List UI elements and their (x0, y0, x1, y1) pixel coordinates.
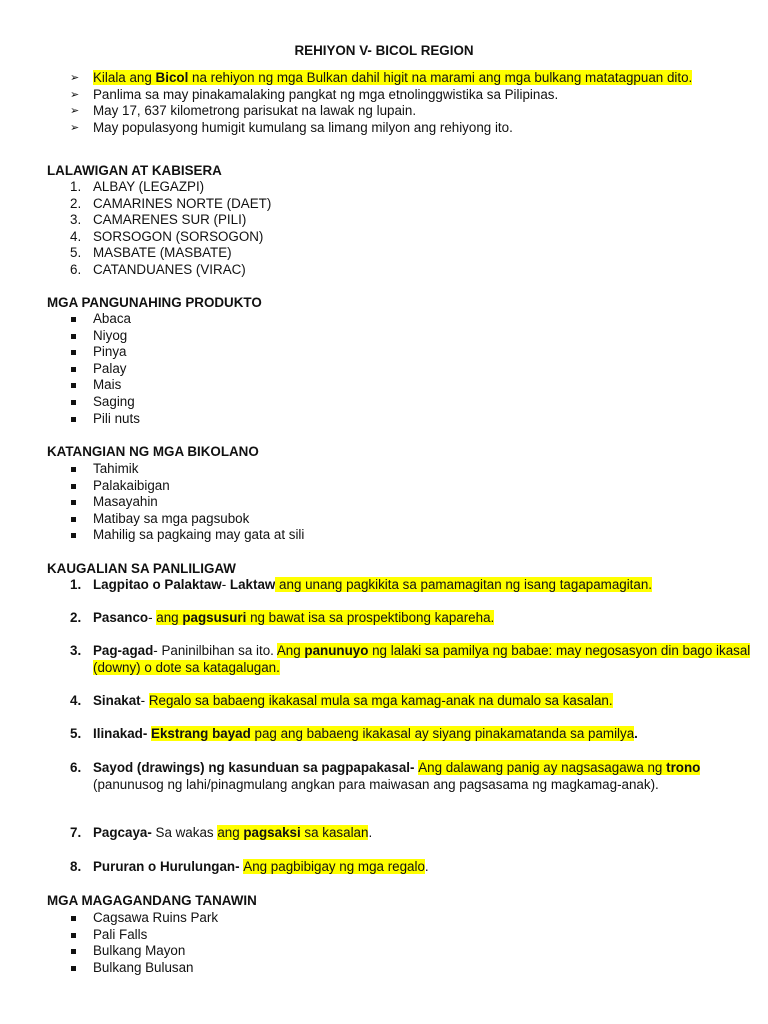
product-item (70, 377, 470, 394)
sight-item-label: Cagsawa Ruins Park (93, 910, 219, 925)
square-bullet-icon (71, 533, 76, 538)
item-number: 5. (70, 245, 82, 260)
text-run: trono (666, 760, 701, 775)
product-item-label: Palay (93, 360, 127, 376)
product-item-label: Saging (93, 393, 135, 409)
text-run: Lagpitao o Palaktaw (93, 577, 222, 592)
arrow-bullet-icon: ➢ (70, 72, 80, 84)
courtship-text (93, 643, 750, 675)
product-item-label: Pinya (93, 344, 127, 360)
text-run: Sinakat (93, 693, 141, 708)
intro-text (93, 87, 558, 102)
sight-item-label: Pali Falls (93, 926, 148, 942)
courtship-item (70, 693, 753, 710)
text-run: ng bawat isa sa prospektibong kapareha. (246, 610, 495, 625)
product-item-label: Abaca (93, 311, 131, 326)
item-number: 6. (70, 760, 82, 775)
text-run: Pasanco (93, 610, 149, 625)
item-number: 7. (70, 825, 82, 840)
item-number: 3. (70, 212, 82, 227)
text-run: Ang dalawang panig ay nagsasagawa ng (418, 760, 667, 775)
text-run: Ang pagbibigay ng mga regalo (243, 859, 425, 874)
text-run: Regalo sa babaeng ikakasal mula sa mga kamag-anak na dumalo sa kasalan. (148, 693, 613, 708)
square-bullet-icon (71, 317, 76, 322)
square-bullet-icon (71, 916, 76, 921)
text-run: ang (217, 825, 244, 840)
sight-item (70, 927, 470, 944)
intro-item (70, 120, 730, 137)
traits-list (70, 461, 470, 544)
courtship-text (93, 610, 494, 625)
text-run: na rehiyon ng mga Bulkan dahil higit na marami ang mga bulkang matatagpuan dito. (188, 70, 693, 85)
province-label: SORSOGON (SORSOGON) (93, 228, 264, 244)
arrow-bullet-icon: ➢ (70, 121, 80, 134)
text-run: . (424, 859, 429, 874)
text-run: ang (156, 610, 183, 625)
sights-list (70, 910, 470, 976)
product-item (70, 394, 470, 411)
product-item (70, 361, 470, 378)
province-item (70, 245, 570, 262)
products-list (70, 311, 470, 427)
square-bullet-icon (71, 383, 76, 388)
sights-heading: MGA MAGAGANDANG TANAWIN (47, 893, 257, 908)
province-label: CATANDUANES (VIRAC) (93, 261, 246, 277)
provinces-list (70, 179, 570, 278)
intro-item (70, 87, 730, 104)
item-number: 1. (70, 577, 82, 592)
province-item (70, 196, 570, 213)
traits-heading: KATANGIAN NG MGA BIKOLANO (47, 444, 259, 459)
item-number: 2. (70, 610, 82, 625)
text-run: pagsaksi (243, 825, 301, 840)
product-item (70, 344, 470, 361)
text-run: ang unang pagkikita sa pamamagitan ng isang tagapamagitan. (275, 577, 653, 592)
product-item (70, 328, 470, 345)
text-run: - (221, 577, 230, 592)
text-run: Ekstrang bayad (151, 726, 251, 741)
sight-item (70, 910, 470, 927)
text-run: Pagcaya- (93, 825, 152, 840)
product-item (70, 311, 470, 328)
trait-item-label: Mahilig sa pagkaing may gata at sili (93, 527, 305, 543)
square-bullet-icon (71, 517, 76, 522)
text-run: Pag-agad (93, 643, 154, 658)
square-bullet-icon (71, 500, 76, 505)
text-run: Panlima sa may pinakamalaking pangkat ng mga etnolinggwistika sa Pilipinas. (93, 86, 559, 102)
trait-item (70, 478, 470, 495)
text-run: Sa wakas (151, 825, 218, 840)
trait-item-label: Palakaibigan (93, 477, 170, 493)
text-run: pag ang babaeng ikakasal ay siyang pinakamatanda sa pamilya (250, 726, 635, 741)
province-label: ALBAY (LEGAZPI) (93, 179, 205, 194)
text-run: panunuyo (304, 643, 369, 658)
text-run: Sayod (drawings) ng kasunduan sa pagpapakasal- (93, 760, 419, 775)
product-item (70, 411, 470, 428)
province-label: CAMARINES NORTE (DAET) (93, 195, 272, 211)
courtship-text (93, 859, 429, 874)
courtship-item (70, 643, 753, 676)
courtship-text (93, 693, 613, 708)
text-run: Bicol (155, 70, 189, 85)
square-bullet-icon (71, 484, 76, 489)
item-number: 3. (70, 643, 82, 658)
courtship-heading: KAUGALIAN SA PANLILIGAW (47, 561, 236, 576)
province-item (70, 179, 570, 196)
province-label: CAMARENES SUR (PILI) (93, 212, 247, 227)
square-bullet-icon (71, 933, 76, 938)
page-title: REHIYON V- BICOL REGION (294, 43, 474, 58)
text-run: Ilinakad- (93, 726, 152, 741)
courtship-text (93, 726, 638, 741)
trait-item-label: Masayahin (93, 494, 158, 510)
item-number: 4. (70, 228, 82, 244)
square-bullet-icon (71, 367, 76, 372)
sight-item (70, 960, 470, 977)
square-bullet-icon (71, 949, 76, 954)
square-bullet-icon (71, 400, 76, 405)
intro-list (70, 70, 730, 136)
square-bullet-icon (71, 334, 76, 339)
text-run: Kilala ang (93, 70, 156, 85)
trait-item (70, 527, 470, 544)
trait-item (70, 494, 470, 511)
square-bullet-icon (71, 467, 76, 472)
text-run: - (148, 610, 157, 625)
intro-item (70, 70, 730, 87)
trait-item-label: Tahimik (93, 461, 139, 476)
text-run: - Paninilbihan sa ito. (153, 643, 277, 658)
courtship-item (70, 610, 753, 627)
courtship-text (93, 825, 372, 840)
text-run: . (634, 726, 638, 741)
item-number: 6. (70, 261, 82, 277)
item-number: 5. (70, 726, 82, 741)
province-label: MASBATE (MASBATE) (93, 245, 232, 260)
item-number: 1. (70, 179, 82, 194)
sight-item-label: Bulkang Mayon (93, 943, 186, 959)
product-item-label: Mais (93, 377, 122, 393)
text-run: ng lalaki sa pamilya ng babae: may negosasyon din bago ikasal (downy) o dote sa katagalugan. (93, 643, 751, 675)
courtship-item (70, 577, 753, 594)
trait-item (70, 461, 470, 478)
courtship-text (93, 577, 652, 592)
text-run: pagsusuri (182, 610, 247, 625)
text-run: sa kasalan (300, 825, 369, 840)
text-run: (panunusog ng lahi/pinagmulang angkan para maiwasan ang pagsasama ng magkamag-anak). (93, 776, 659, 792)
intro-text (93, 103, 416, 118)
courtship-item (70, 859, 753, 876)
trait-item-label: Matibay sa mga pagsubok (93, 510, 250, 526)
courtship-item (70, 726, 753, 743)
intro-text (93, 120, 513, 135)
sight-item (70, 943, 470, 960)
product-item-label: Pili nuts (93, 410, 140, 426)
provinces-heading: LALAWIGAN AT KABISERA (47, 163, 222, 178)
arrow-bullet-icon: ➢ (70, 88, 80, 101)
item-number: 4. (70, 693, 82, 708)
text-run: May populasyong humigit kumulang sa limang milyon ang rehiyong ito. (93, 119, 513, 135)
province-item (70, 229, 570, 246)
province-item (70, 262, 570, 279)
sight-item-label: Bulkang Bulusan (93, 959, 194, 975)
square-bullet-icon (71, 350, 76, 355)
courtship-text (93, 760, 700, 792)
intro-item (70, 103, 730, 120)
text-run: - (140, 693, 149, 708)
courtship-item (70, 760, 753, 793)
trait-item (70, 511, 470, 528)
text-run: Pururan o Hurulungan- (93, 859, 244, 874)
item-number: 2. (70, 195, 82, 211)
text-run: Ang (276, 643, 305, 658)
item-number: 8. (70, 859, 82, 874)
intro-text (93, 70, 692, 85)
text-run: May 17, 637 kilometrong parisukat na lawak ng lupain. (93, 103, 417, 118)
province-item (70, 212, 570, 229)
courtship-item (70, 825, 753, 842)
square-bullet-icon (71, 966, 76, 971)
text-run: . (368, 825, 373, 840)
arrow-bullet-icon: ➢ (70, 105, 80, 117)
text-run: Laktaw (229, 577, 276, 592)
product-item-label: Niyog (93, 327, 128, 343)
products-heading: MGA PANGUNAHING PRODUKTO (47, 295, 262, 310)
square-bullet-icon (71, 417, 76, 422)
